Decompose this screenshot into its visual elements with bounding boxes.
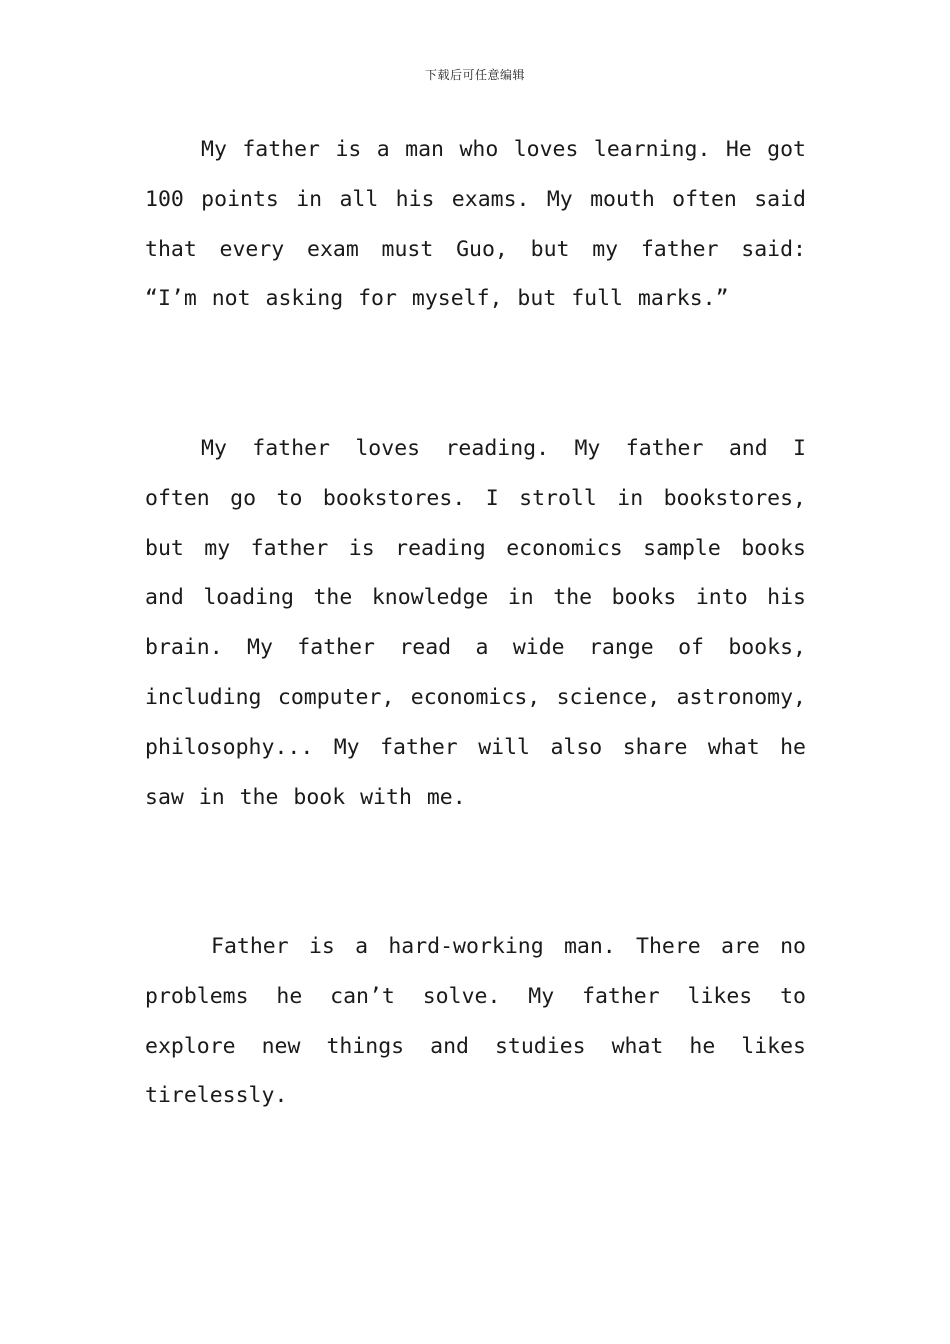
paragraph-2: My father loves reading. My father and I often go to bookstores. I stroll in bookstores, but my father is reading economics sample books and loading the knowledge in the books into his brain. My father read a wide range of books, including computer, economics, science, astronomy, philosophy... My father will also share what he saw in the book with me. — [145, 436, 806, 810]
paragraph-1: My father is a man who loves learning. He got 100 points in all his exams. My mouth often said that every exam must Guo, but my father said: “I’m not asking for myself, but full marks.” — [145, 137, 806, 312]
paragraph-3: Father is a hard-working man. There are no problems he can’t solve. My father likes to explore new things and studies what he likes tirelessly. — [145, 934, 806, 1109]
header-note: 下载后可任意编辑 — [424, 68, 525, 82]
